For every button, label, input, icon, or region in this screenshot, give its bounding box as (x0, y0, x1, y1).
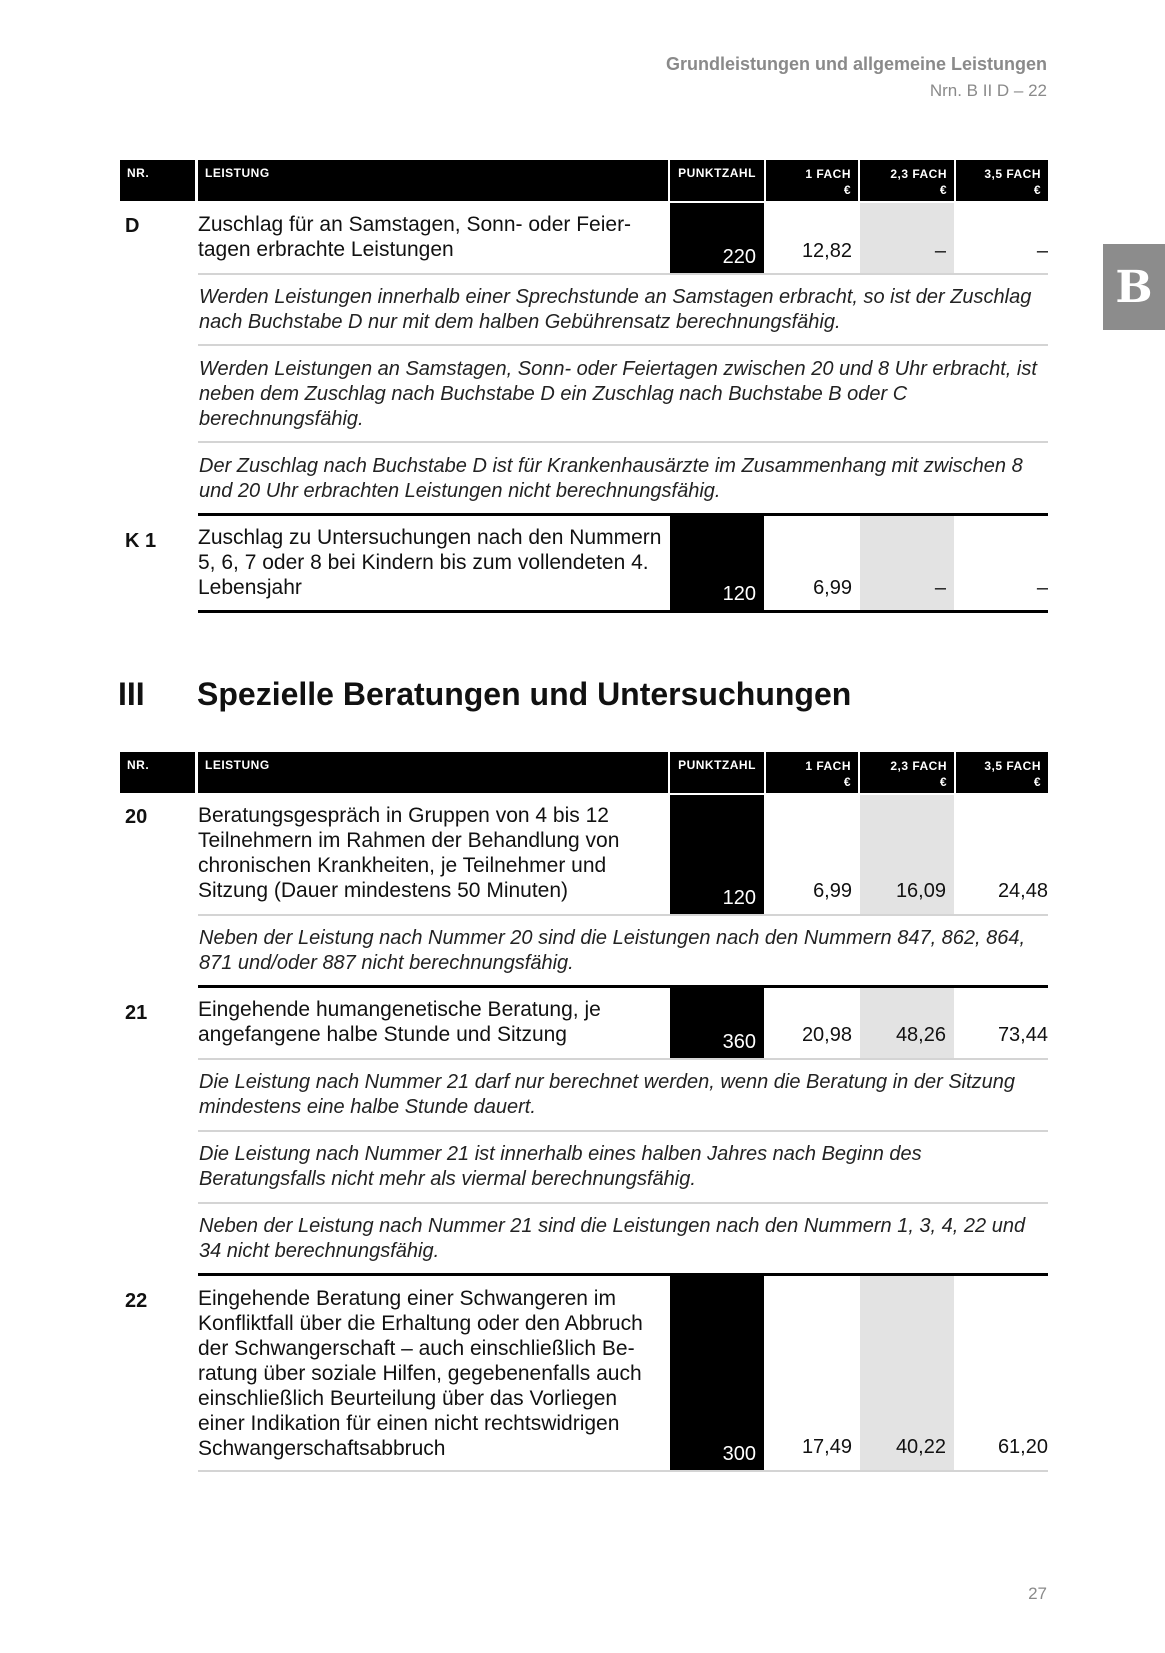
note-text: Die Leistung nach Nummer 21 darf nur berechnet werden, wenn die Beratung in der Sitzung mindestens eine halbe Stunde dauert. (199, 1071, 1016, 1118)
note-text: Der Zuschlag nach Buchstabe D ist für Krankenhausärzte im Zusammenhang mit zwischen 8 und 20 Uhr erbrachten Leistungen nicht berechnungsfähig. (199, 455, 1023, 502)
fach23-value: – (934, 240, 946, 262)
fach23-value: – (934, 577, 946, 599)
punktzahl-value: 220 (722, 246, 756, 268)
punktzahl-cell (670, 1276, 764, 1470)
punktzahl-value: 120 (722, 583, 756, 605)
row-nr: 21 (125, 1002, 148, 1024)
fach1-value: 12,82 (801, 240, 852, 262)
note-text: Werden Leistungen innerhalb einer Sprechstunde an Samstagen erbracht, so ist der Zuschlag nach Buchstabe D nur mit dem halben Gebührensatz berechnungsfähig. (199, 286, 1032, 333)
row-description: Eingehende Beratung einer Schwangeren im Konfliktfall über die Erhaltung oder den Abbruch der Schwangerschaft – auch einschließlich Be-ratung über soziale Hilfen, gegebenenfalls auch einschließlich Beurteilung über das Vorliegen einer Indikation für einen nicht rechtswidrigen Schwangerschaftsabbruch (198, 1287, 643, 1460)
header-fach23-currency: € (939, 775, 947, 789)
row-rule (198, 273, 1048, 275)
fach35-value: 24,48 (997, 880, 1048, 902)
header-fach1 (766, 160, 858, 201)
header-punktzahl: PUNKTZAHL (670, 160, 764, 201)
header-fach1 (766, 752, 858, 793)
fach35-value: – (1036, 577, 1048, 599)
punktzahl-cell (670, 988, 764, 1058)
punktzahl-value: 360 (722, 1031, 756, 1053)
header-leistung: LEISTUNG (198, 752, 668, 793)
header-nr: NR. (120, 752, 195, 793)
header-nr: NR. (120, 160, 195, 201)
fach1-value: 6,99 (813, 577, 852, 599)
chapter-tab: B (1103, 244, 1165, 330)
header-fach1-currency: € (843, 775, 851, 789)
fach1-value: 17,49 (801, 1436, 852, 1458)
note-text: Neben der Leistung nach Nummer 21 sind die Leistungen nach den Nummern 1, 3, 4, 22 und 34 nicht berechnungsfähig. (199, 1215, 1026, 1262)
row-description: Zuschlag zu Untersuchungen nach den Nummern 5, 6, 7 oder 8 bei Kindern bis zum vollendeten 4. Lebensjahr (198, 526, 662, 599)
header-punktzahl: PUNKTZAHL (670, 752, 764, 793)
header-fach35-currency: € (1033, 183, 1041, 197)
fach23-value: 40,22 (895, 1436, 946, 1458)
note-rule (198, 441, 1048, 443)
header-fach35 (956, 160, 1048, 201)
header-fach23 (860, 160, 954, 201)
row-rule (198, 1470, 1048, 1472)
header-fach23-label: 2,3 FACH (890, 167, 947, 181)
punktzahl-value: 120 (722, 887, 756, 909)
table-header (120, 160, 1048, 201)
header-fach35 (956, 752, 1048, 793)
header-fach23 (860, 752, 954, 793)
row-nr: 22 (125, 1290, 148, 1312)
row-nr: 20 (125, 806, 148, 828)
fach35-value: 73,44 (997, 1024, 1048, 1046)
header-fach1-label: 1 FACH (805, 759, 851, 773)
note-text: Die Leistung nach Nummer 21 ist innerhalb eines halben Jahres nach Beginn des Beratungsfalls nicht mehr als viermal berechnungsfähig. (199, 1143, 922, 1190)
section-number: III (118, 676, 145, 712)
punktzahl-cell (670, 203, 764, 273)
page-number: 27 (1028, 1584, 1047, 1603)
table-header (120, 752, 1048, 793)
running-header-subtitle: Nrn. B II D – 22 (929, 81, 1047, 100)
fach23-value: 48,26 (895, 1024, 946, 1046)
fach35-value: – (1036, 240, 1048, 262)
note-rule (198, 344, 1048, 346)
header-fach35-currency: € (1033, 775, 1041, 789)
row-nr: D (125, 215, 140, 237)
fach1-value: 20,98 (801, 1024, 852, 1046)
row-rule (198, 1058, 1048, 1060)
row-description: Beratungsgespräch in Gruppen von 4 bis 12 Teilnehmern im Rahmen der Behandlung von chronischen Krankheiten, je Teilnehmer und Sitzung (Dauer mindestens 50 Minuten) (198, 804, 620, 902)
header-leistung: LEISTUNG (198, 160, 668, 201)
note-rule (198, 1130, 1048, 1132)
fach23-shade (860, 988, 954, 1058)
row-description: Eingehende humangenetische Beratung, je angefangene halbe Stunde und Sitzung (198, 998, 601, 1046)
running-header-title: Grundleistungen und allgemeine Leistungen (665, 54, 1047, 74)
header-fach23-label: 2,3 FACH (890, 759, 947, 773)
row-nr: K 1 (125, 530, 157, 552)
row-rule-thick (198, 610, 1048, 613)
punktzahl-cell (670, 795, 764, 914)
note-rule (198, 1202, 1048, 1204)
punktzahl-value: 300 (722, 1443, 756, 1465)
section-title: Spezielle Beratungen und Untersuchungen (197, 676, 852, 712)
header-fach1-currency: € (843, 183, 851, 197)
note-text: Werden Leistungen an Samstagen, Sonn- oder Feiertagen zwischen 20 und 8 Uhr erbracht, ist neben dem Zuschlag nach Buchstabe D ein Zuschlag nach Buchstabe B oder C berechnungsfähig. (199, 358, 1037, 430)
fach23-value: 16,09 (895, 880, 946, 902)
header-fach35-label: 3,5 FACH (984, 759, 1041, 773)
fach35-value: 61,20 (997, 1436, 1048, 1458)
note-text: Neben der Leistung nach Nummer 20 sind die Leistungen nach den Nummern 847, 862, 864, 871 und/oder 887 nicht berechnungsfähig. (199, 927, 1026, 974)
header-fach35-label: 3,5 FACH (984, 167, 1041, 181)
punktzahl-cell (670, 516, 764, 610)
header-fach1-label: 1 FACH (805, 167, 851, 181)
header-fach23-currency: € (939, 183, 947, 197)
fach1-value: 6,99 (813, 880, 852, 902)
row-rule (198, 914, 1048, 916)
row-description: Zuschlag für an Samstagen, Sonn- oder Feier-tagen erbrachte Leistungen (198, 213, 632, 261)
